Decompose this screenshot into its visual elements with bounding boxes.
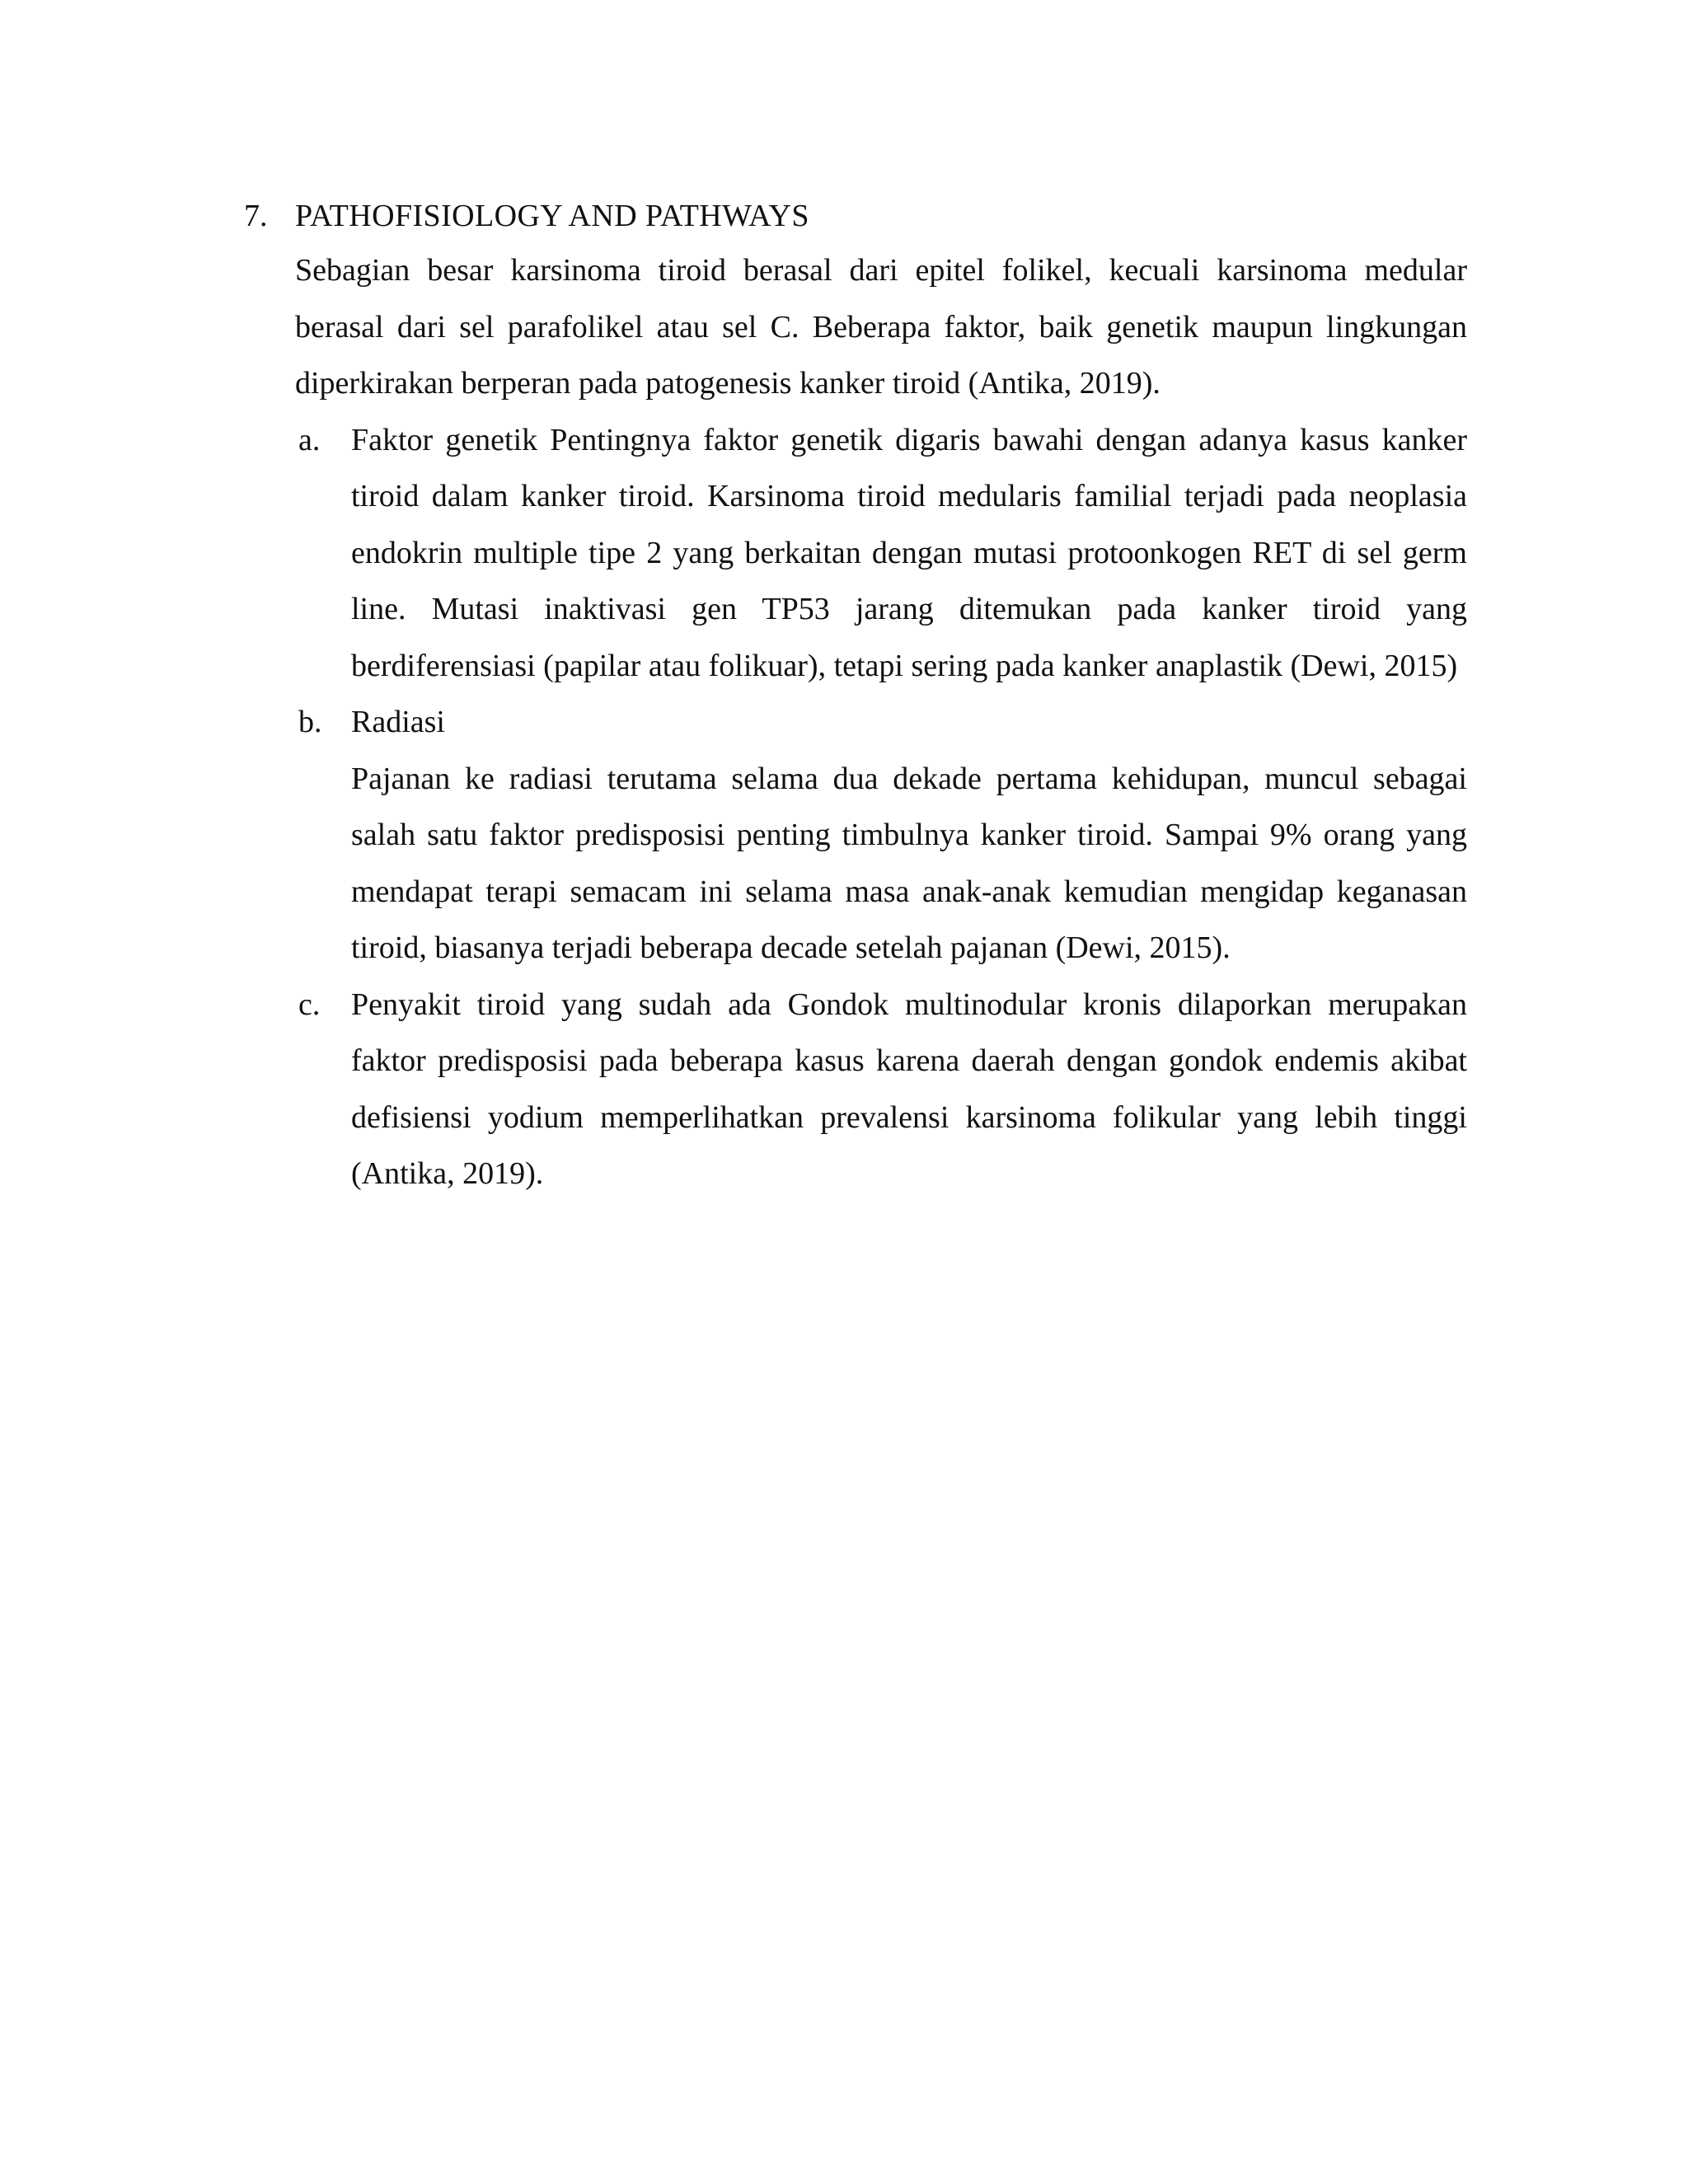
list-marker: c. xyxy=(298,987,321,1022)
list-item-text: Penyakit tiroid yang sudah ada Gondok multinodular kronis dilaporkan merupakan faktor predisposisi pada beberapa kasus karena daerah dengan gondok endemis akibat defisiensi yodium memperlihatkan prevalensi karsinoma folikular yang lebih tinggi (Antika, 2019). xyxy=(351,987,1467,1191)
list-item-text: Pajanan ke radiasi terutama selama dua dekade pertama kehidupan, muncul sebagai salah satu faktor predisposisi penting timbulnya kanker tiroid. Sampai 9% orang yang mendapat terapi semacam ini selama masa anak-anak kemudian mengidap keganasan tiroid, biasanya terjadi beberapa decade setelah pajanan (Dewi, 2015). xyxy=(351,761,1467,965)
list-item xyxy=(295,694,1467,977)
list-item-content xyxy=(351,977,1467,1202)
factor-list xyxy=(295,412,1467,1202)
list-item-heading: Radiasi xyxy=(351,705,445,739)
list-item-content xyxy=(351,412,1467,695)
list-item-content xyxy=(351,694,1467,977)
list-item-text: Faktor genetik Pentingnya faktor genetik digaris bawahi dengan adanya kasus kanker tiroid dalam kanker tiroid. Karsinoma tiroid medularis familial terjadi pada neoplasia endokrin multiple tipe 2 yang berkaitan dengan mutasi protoonkogen RET di sel germ line. Mutasi inaktivasi gen TP53 jarang ditemukan pada kanker tiroid yang berdiferensiasi (papilar atau folikuar), tetapi sering pada kanker anaplastik (Dewi, 2015) xyxy=(351,422,1467,683)
section-number: 7. xyxy=(244,199,268,233)
list-item xyxy=(295,977,1467,1202)
list-marker: b. xyxy=(298,705,322,739)
section-pathophysiology xyxy=(244,193,1467,1202)
section-title: PATHOFISIOLOGY AND PATHWAYS xyxy=(295,199,809,233)
list-marker: a. xyxy=(298,422,321,457)
section-heading xyxy=(244,193,1467,239)
list-item xyxy=(295,412,1467,695)
intro-paragraph: Sebagian besar karsinoma tiroid berasal dari epitel folikel, kecuali karsinoma medular berasal dari sel parafolikel atau sel C. Beberapa faktor, baik genetik maupun lingkungan diperkirakan berperan pada patogenesis kanker tiroid (Antika, 2019). xyxy=(295,253,1467,401)
